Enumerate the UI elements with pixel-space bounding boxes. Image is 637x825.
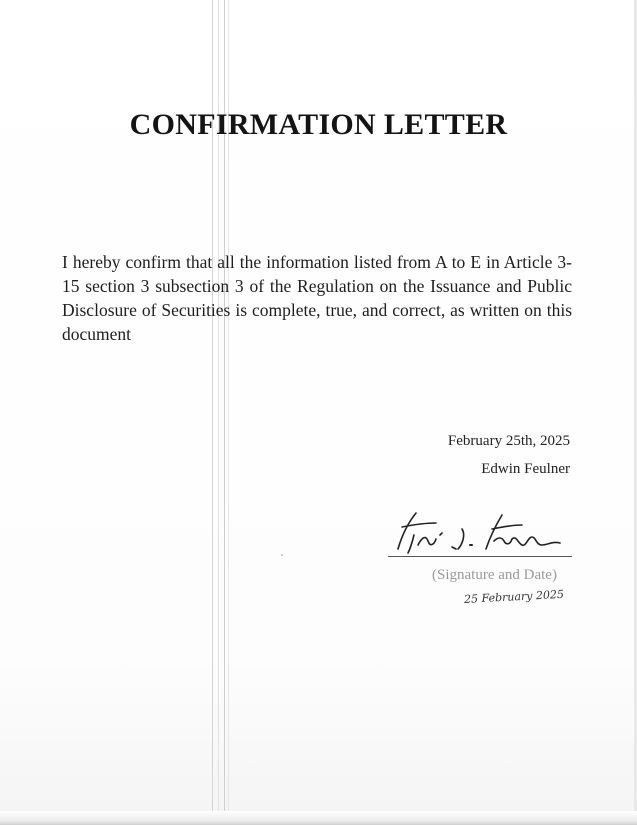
- signatory-name: Edwin Feulner: [481, 461, 570, 477]
- letter-date: February 25th, 2025: [447, 433, 570, 449]
- handwritten-date-text: 25 February 2025: [463, 587, 565, 606]
- confirmation-statement: I hereby confirm that all the information listed from A to E in Article 3-15 section 3 subsection 3 of the Regulation on the Issuance and Public Disclosure of Securities is complete, true, and correct, as written on this document: [62, 252, 572, 344]
- handwritten-date: [462, 584, 580, 608]
- scan-speck: [281, 554, 283, 556]
- document-title: CONFIRMATION LETTER: [129, 108, 508, 141]
- signature-line: [388, 556, 572, 557]
- signature-label: (Signature and Date): [432, 567, 557, 583]
- handwritten-signature: [392, 505, 572, 557]
- page-bottom-edge: [0, 811, 637, 825]
